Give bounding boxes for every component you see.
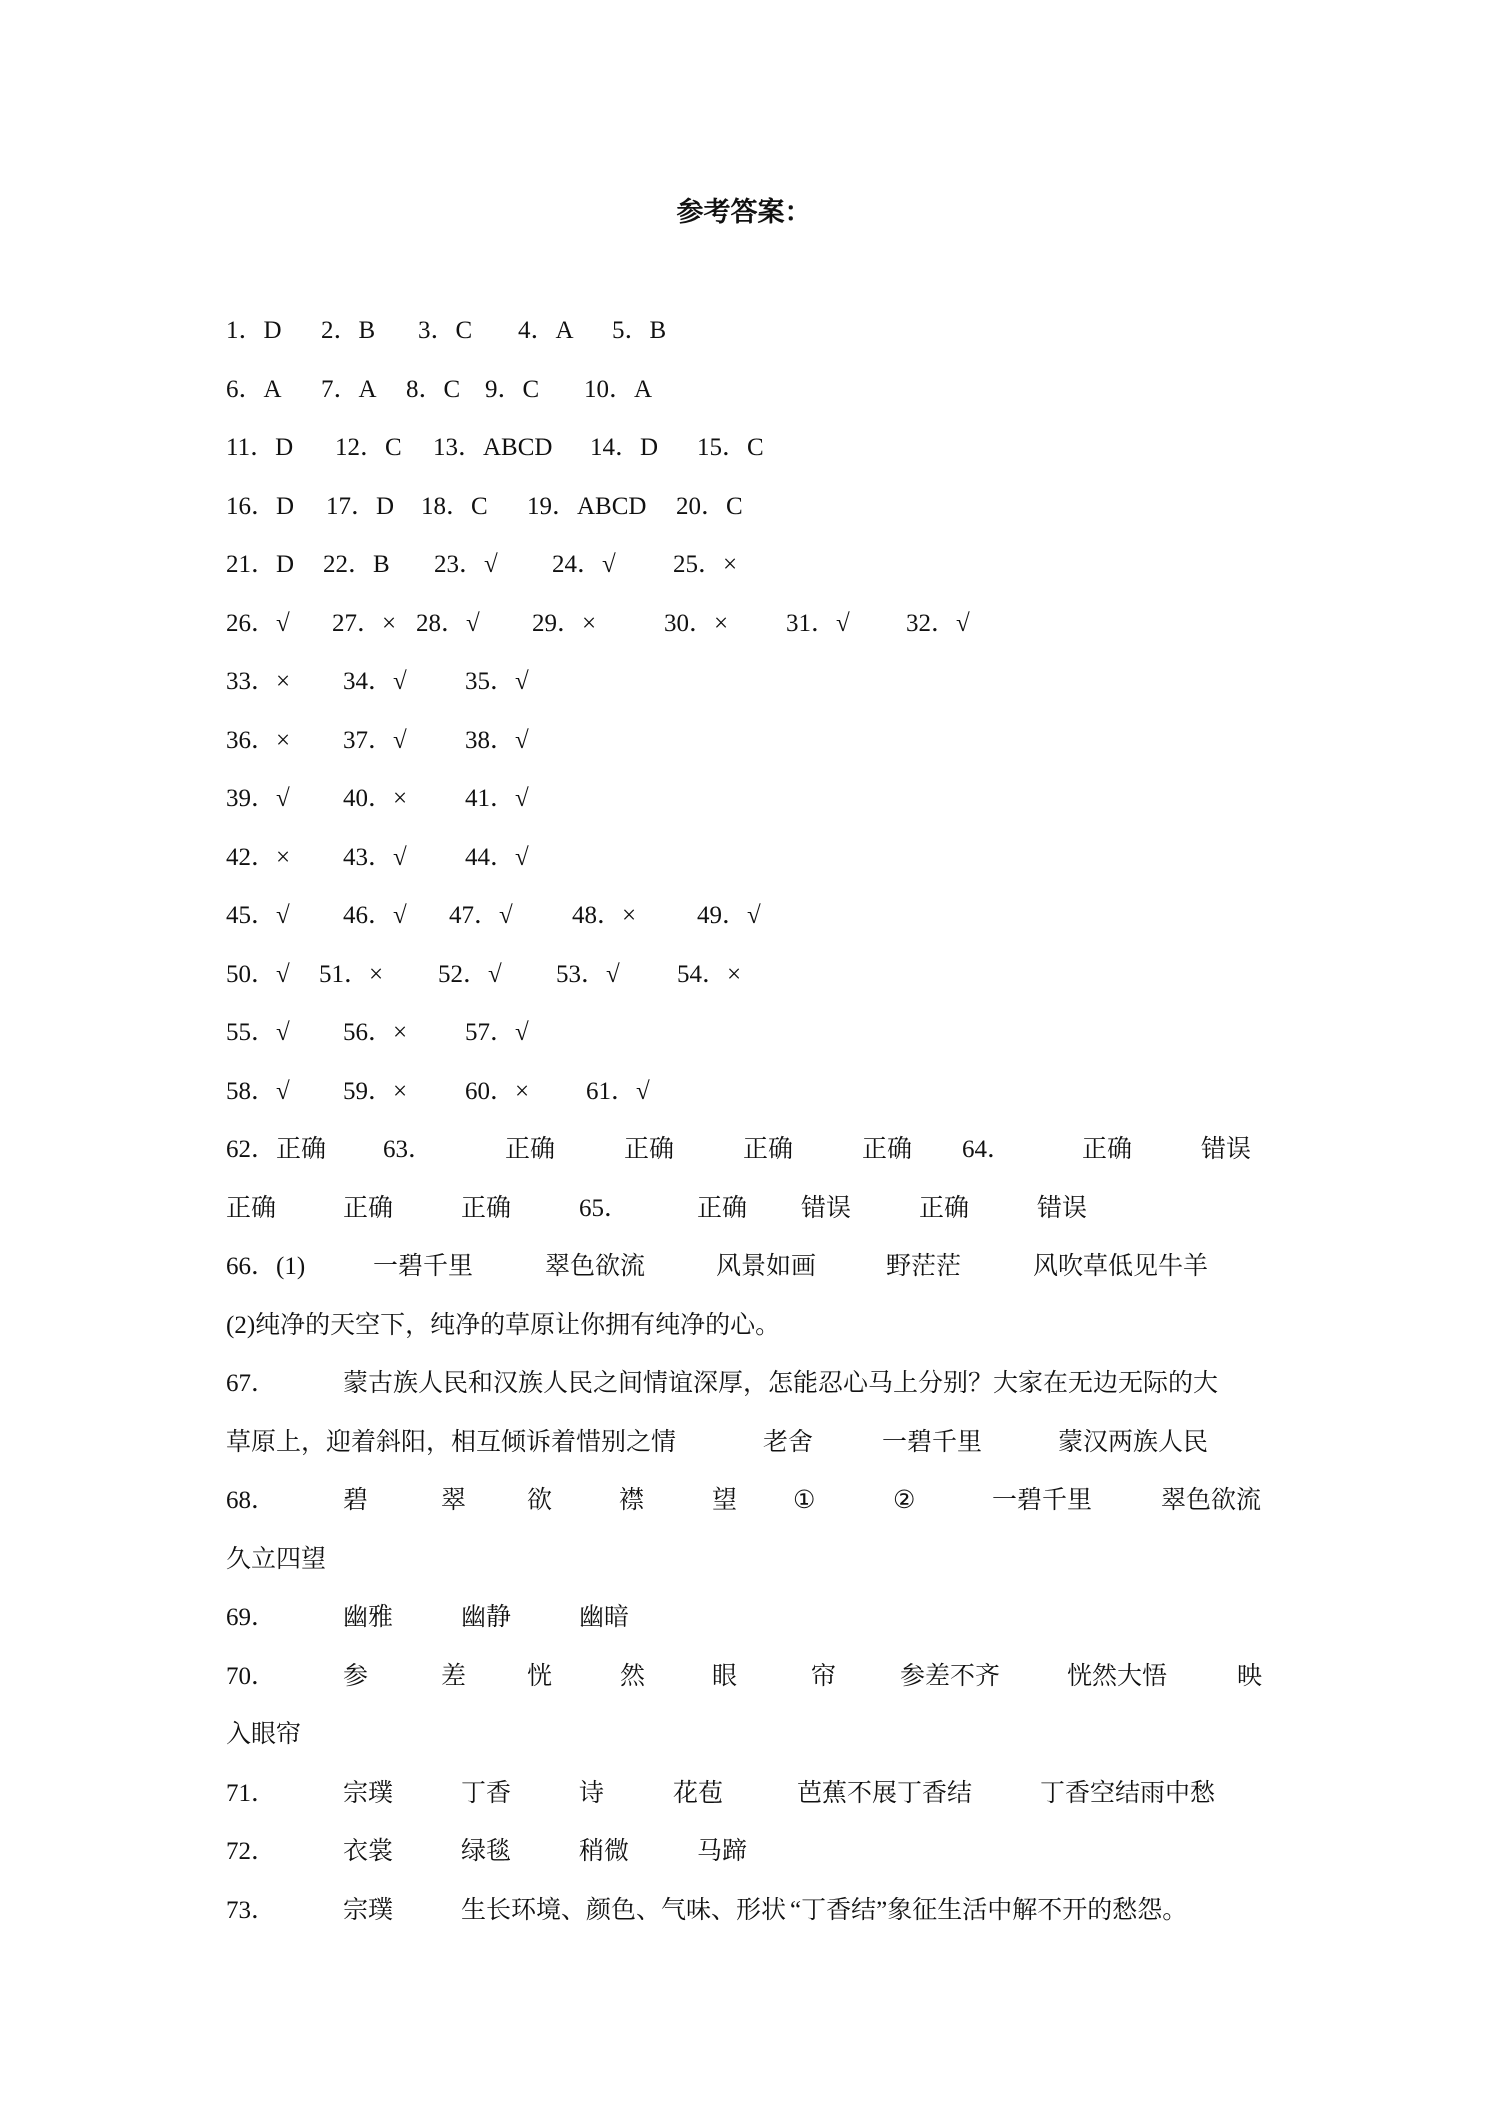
- answer-item: 28．√: [416, 610, 480, 637]
- answer-item: 41．√: [465, 785, 529, 812]
- answer-item: 7．A: [321, 376, 377, 403]
- answer-item: 51．×: [319, 961, 384, 988]
- answer-item: 43．√: [343, 844, 407, 871]
- answer-item: 30．×: [664, 610, 729, 637]
- answer-item: 42．×: [226, 844, 291, 871]
- answer-item: 2．B: [321, 317, 376, 344]
- answer-item: 40．×: [343, 785, 408, 812]
- answer-item: 草原上，迎着斜阳，相互倾诉着惜别之情: [226, 1429, 677, 1456]
- answer-item: 49．√: [697, 902, 761, 929]
- answer-item: 3．C: [418, 317, 473, 344]
- answer-item: 一碧千里: [992, 1487, 1093, 1514]
- answer-item: 29．×: [532, 610, 597, 637]
- answer-item: 幽暗: [579, 1604, 630, 1631]
- answer-item: 马蹄: [697, 1838, 748, 1865]
- answer-item: 正确: [226, 1195, 277, 1222]
- answer-item: 50．√: [226, 961, 290, 988]
- answer-item: 44．√: [465, 844, 529, 871]
- answer-item: 花苞: [673, 1780, 724, 1807]
- answer-item: 33．×: [226, 668, 291, 695]
- answer-item: 幽静: [461, 1604, 512, 1631]
- answer-item: 11．D: [226, 434, 294, 461]
- answer-item: 20．C: [676, 493, 743, 520]
- answer-item: 丁香: [461, 1780, 512, 1807]
- answer-item: 34．√: [343, 668, 407, 695]
- answer-item: 21．D: [226, 551, 295, 578]
- answer-item: 正确: [743, 1136, 794, 1163]
- answer-item: 55．√: [226, 1019, 290, 1046]
- answer-item: 48．×: [572, 902, 637, 929]
- answer-item: 10．A: [584, 376, 653, 403]
- answer-item: 32．√: [906, 610, 970, 637]
- answer-item: 67．: [226, 1370, 277, 1397]
- answer-item: 16．D: [226, 493, 295, 520]
- answer-item: 24．√: [552, 551, 616, 578]
- answer-item: 9．C: [485, 376, 540, 403]
- answer-item: 62．正确: [226, 1136, 327, 1163]
- answer-item: 37．√: [343, 727, 407, 754]
- answer-item: 65．: [579, 1195, 630, 1222]
- answer-item: 宗璞: [343, 1897, 394, 1924]
- answer-item: 71．: [226, 1780, 277, 1807]
- answer-item: 欲: [527, 1487, 553, 1514]
- answer-item: 45．√: [226, 902, 290, 929]
- answer-item: 宗璞: [343, 1780, 394, 1807]
- answer-item: 翠色欲流: [1161, 1487, 1262, 1514]
- answer-item: 襟: [619, 1487, 645, 1514]
- answer-item: 14．D: [590, 434, 659, 461]
- answer-item: “丁香结”象征生活中解不开的愁怨。: [790, 1897, 1188, 1924]
- answer-item: 正确: [697, 1195, 748, 1222]
- answer-item: ②: [893, 1487, 916, 1514]
- answer-item: 错误: [801, 1195, 852, 1222]
- answer-item: 错误: [1201, 1136, 1252, 1163]
- answer-item: 19．ABCD: [527, 493, 647, 520]
- answer-item: 13．ABCD: [433, 434, 553, 461]
- answer-item: 1．D: [226, 317, 282, 344]
- answer-item: 正确: [505, 1136, 556, 1163]
- answer-item: 丁香空结雨中愁: [1040, 1780, 1216, 1807]
- answer-item: 错误: [1037, 1195, 1088, 1222]
- answer-item: 15．C: [697, 434, 764, 461]
- answer-item: 73．: [226, 1897, 277, 1924]
- answer-item: 翠: [441, 1487, 467, 1514]
- answer-item: 46．√: [343, 902, 407, 929]
- answer-item: 一碧千里: [882, 1429, 983, 1456]
- answer-item: 59．×: [343, 1078, 408, 1105]
- answer-item: 61．√: [586, 1078, 650, 1105]
- answer-item: 69．: [226, 1604, 277, 1631]
- answer-item: 久立四望: [226, 1546, 327, 1573]
- answer-item: 参差不齐: [900, 1663, 1001, 1690]
- answer-item: 17．D: [326, 493, 395, 520]
- answer-item: 47．√: [449, 902, 513, 929]
- answer-item: 18．C: [421, 493, 488, 520]
- answer-item: ①: [793, 1487, 816, 1514]
- answer-item: 恍然大悟: [1067, 1663, 1168, 1690]
- answer-item: 正确: [343, 1195, 394, 1222]
- answer-item: 39．√: [226, 785, 290, 812]
- answer-item: 5．B: [612, 317, 667, 344]
- answer-item: 风景如画: [716, 1253, 817, 1280]
- answer-item: 恍: [527, 1663, 553, 1690]
- answer-item: 一碧千里: [373, 1253, 474, 1280]
- answer-item: 风吹草低见牛羊: [1033, 1253, 1209, 1280]
- answer-item: 6．A: [226, 376, 282, 403]
- answer-item: 芭蕉不展丁香结: [797, 1780, 973, 1807]
- answer-item: 正确: [1082, 1136, 1133, 1163]
- answer-item: 碧: [343, 1487, 369, 1514]
- answer-item: 58．√: [226, 1078, 290, 1105]
- answer-item: 25．×: [673, 551, 738, 578]
- answer-item: 幽雅: [343, 1604, 394, 1631]
- answer-item: 68．: [226, 1487, 277, 1514]
- answer-item: 参: [343, 1663, 369, 1690]
- answer-item: 22．B: [323, 551, 390, 578]
- answer-item: (2)纯净的天空下，纯净的草原让你拥有纯净的心。: [226, 1312, 781, 1339]
- answer-item: 稍微: [579, 1838, 630, 1865]
- answer-item: 12．C: [335, 434, 402, 461]
- answer-item: 蒙汉两族人民: [1058, 1429, 1209, 1456]
- answer-item: 眼: [712, 1663, 738, 1690]
- answer-item: 绿毯: [461, 1838, 512, 1865]
- answer-item: 57．√: [465, 1019, 529, 1046]
- answer-item: 正确: [862, 1136, 913, 1163]
- answer-item: 帘: [811, 1663, 837, 1690]
- answer-item: 31．√: [786, 610, 850, 637]
- answer-item: 27．×: [332, 610, 397, 637]
- answer-item: 8．C: [406, 376, 461, 403]
- answer-item: 然: [620, 1663, 646, 1690]
- answer-item: 诗: [579, 1780, 605, 1807]
- answer-item: 63．: [383, 1136, 434, 1163]
- answer-item: 生长环境、颜色、气味、形状: [461, 1897, 787, 1924]
- answer-item: 野茫茫: [886, 1253, 962, 1280]
- answer-item: 4．A: [518, 317, 574, 344]
- answer-item: 38．√: [465, 727, 529, 754]
- answer-item: 70．: [226, 1663, 277, 1690]
- answer-item: 衣裳: [343, 1838, 394, 1865]
- answer-item: 入眼帘: [226, 1721, 302, 1748]
- answer-item: 66．(1): [226, 1253, 306, 1280]
- answer-item: 蒙古族人民和汉族人民之间情谊深厚，怎能忍心马上分别？大家在无边无际的大: [343, 1370, 1219, 1397]
- answer-item: 正确: [624, 1136, 675, 1163]
- answer-item: 差: [441, 1663, 467, 1690]
- answer-item: 望: [712, 1487, 738, 1514]
- answer-item: 64．: [962, 1136, 1013, 1163]
- answer-item: 老舍: [763, 1429, 814, 1456]
- answer-item: 56．×: [343, 1019, 408, 1046]
- answer-item: 35．√: [465, 668, 529, 695]
- answer-item: 36．×: [226, 727, 291, 754]
- answer-item: 23．√: [434, 551, 498, 578]
- page-title: 参考答案：: [676, 197, 812, 227]
- answer-item: 53．√: [556, 961, 620, 988]
- answer-item: 映: [1237, 1663, 1263, 1690]
- answer-item: 52．√: [438, 961, 502, 988]
- answer-item: 54．×: [677, 961, 742, 988]
- answer-item: 翠色欲流: [545, 1253, 646, 1280]
- answer-item: 72．: [226, 1838, 277, 1865]
- answer-item: 26．√: [226, 610, 290, 637]
- answer-item: 正确: [919, 1195, 970, 1222]
- answer-item: 60．×: [465, 1078, 530, 1105]
- answer-item: 正确: [461, 1195, 512, 1222]
